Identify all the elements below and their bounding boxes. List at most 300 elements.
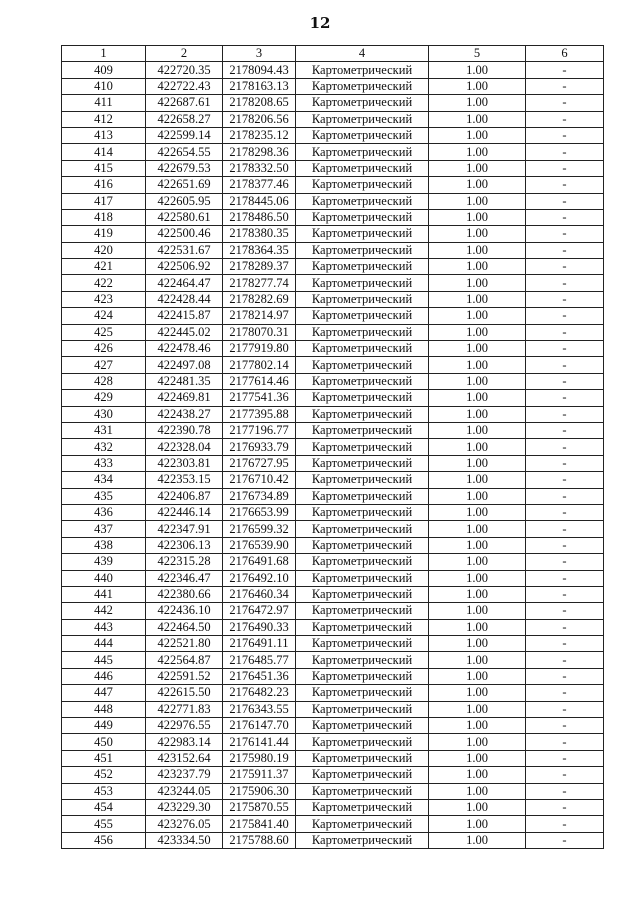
description-cell: - [526, 701, 604, 717]
description-cell: - [526, 308, 604, 324]
x-coordinate-cell: 422406.87 [146, 488, 223, 504]
description-cell: - [526, 226, 604, 242]
method-cell: Картометрический [296, 373, 429, 389]
description-cell: - [526, 242, 604, 258]
table-row [62, 750, 604, 766]
description-cell: - [526, 406, 604, 422]
y-coordinate-cell: 2178298.36 [223, 144, 296, 160]
table-row [62, 619, 604, 635]
method-cell: Картометрический [296, 685, 429, 701]
accuracy-cell: 1.00 [429, 767, 526, 783]
y-coordinate-cell: 2175841.40 [223, 816, 296, 832]
point-number-cell: 456 [62, 832, 146, 848]
y-coordinate-cell: 2176539.90 [223, 537, 296, 553]
table-row [62, 783, 604, 799]
method-cell: Картометрический [296, 554, 429, 570]
point-number-cell: 441 [62, 586, 146, 602]
x-coordinate-cell: 422306.13 [146, 537, 223, 553]
method-cell: Картометрический [296, 259, 429, 275]
method-cell: Картометрический [296, 488, 429, 504]
table-row [62, 832, 604, 848]
table-row [62, 291, 604, 307]
method-cell: Картометрический [296, 275, 429, 291]
method-cell: Картометрический [296, 209, 429, 225]
column-header: 1 [62, 46, 146, 62]
method-cell: Картометрический [296, 357, 429, 373]
y-coordinate-cell: 2176485.77 [223, 652, 296, 668]
point-number-cell: 413 [62, 127, 146, 143]
x-coordinate-cell: 422390.78 [146, 422, 223, 438]
point-number-cell: 443 [62, 619, 146, 635]
y-coordinate-cell: 2176653.99 [223, 504, 296, 520]
point-number-cell: 448 [62, 701, 146, 717]
method-cell: Картометрический [296, 750, 429, 766]
x-coordinate-cell: 422446.14 [146, 504, 223, 520]
x-coordinate-cell: 422436.10 [146, 603, 223, 619]
x-coordinate-cell: 422469.81 [146, 390, 223, 406]
description-cell: - [526, 439, 604, 455]
table-row [62, 78, 604, 94]
method-cell: Картометрический [296, 816, 429, 832]
x-coordinate-cell: 422591.52 [146, 668, 223, 684]
description-cell: - [526, 734, 604, 750]
description-cell: - [526, 537, 604, 553]
description-cell: - [526, 209, 604, 225]
point-number-cell: 418 [62, 209, 146, 225]
description-cell: - [526, 570, 604, 586]
y-coordinate-cell: 2175870.55 [223, 799, 296, 815]
point-number-cell: 450 [62, 734, 146, 750]
method-cell: Картометрический [296, 78, 429, 94]
accuracy-cell: 1.00 [429, 390, 526, 406]
point-number-cell: 423 [62, 291, 146, 307]
accuracy-cell: 1.00 [429, 554, 526, 570]
table-row [62, 554, 604, 570]
x-coordinate-cell: 422506.92 [146, 259, 223, 275]
method-cell: Картометрический [296, 177, 429, 193]
method-cell: Картометрический [296, 144, 429, 160]
table-row [62, 439, 604, 455]
description-cell: - [526, 521, 604, 537]
method-cell: Картометрический [296, 472, 429, 488]
table-row [62, 799, 604, 815]
x-coordinate-cell: 422651.69 [146, 177, 223, 193]
description-cell: - [526, 160, 604, 176]
y-coordinate-cell: 2177919.80 [223, 341, 296, 357]
point-number-cell: 449 [62, 718, 146, 734]
table-row [62, 734, 604, 750]
table-row [62, 177, 604, 193]
header-row [62, 46, 604, 62]
point-number-cell: 414 [62, 144, 146, 160]
table-row [62, 586, 604, 602]
x-coordinate-cell: 422531.67 [146, 242, 223, 258]
accuracy-cell: 1.00 [429, 586, 526, 602]
x-coordinate-cell: 422380.66 [146, 586, 223, 602]
x-coordinate-cell: 422599.14 [146, 127, 223, 143]
y-coordinate-cell: 2176451.36 [223, 668, 296, 684]
y-coordinate-cell: 2178163.13 [223, 78, 296, 94]
y-coordinate-cell: 2176490.33 [223, 619, 296, 635]
x-coordinate-cell: 422315.28 [146, 554, 223, 570]
table-row [62, 422, 604, 438]
description-cell: - [526, 259, 604, 275]
y-coordinate-cell: 2177395.88 [223, 406, 296, 422]
y-coordinate-cell: 2176492.10 [223, 570, 296, 586]
accuracy-cell: 1.00 [429, 570, 526, 586]
accuracy-cell: 1.00 [429, 652, 526, 668]
description-cell: - [526, 275, 604, 291]
x-coordinate-cell: 422564.87 [146, 652, 223, 668]
description-cell: - [526, 341, 604, 357]
description-cell: - [526, 783, 604, 799]
table-row [62, 406, 604, 422]
method-cell: Картометрический [296, 586, 429, 602]
y-coordinate-cell: 2178277.74 [223, 275, 296, 291]
y-coordinate-cell: 2177541.36 [223, 390, 296, 406]
method-cell: Картометрический [296, 324, 429, 340]
y-coordinate-cell: 2176141.44 [223, 734, 296, 750]
x-coordinate-cell: 422438.27 [146, 406, 223, 422]
accuracy-cell: 1.00 [429, 226, 526, 242]
accuracy-cell: 1.00 [429, 537, 526, 553]
table-row [62, 488, 604, 504]
accuracy-cell: 1.00 [429, 734, 526, 750]
y-coordinate-cell: 2178094.43 [223, 62, 296, 78]
table-row [62, 111, 604, 127]
description-cell: - [526, 455, 604, 471]
accuracy-cell: 1.00 [429, 242, 526, 258]
x-coordinate-cell: 422521.80 [146, 636, 223, 652]
table-row [62, 504, 604, 520]
y-coordinate-cell: 2175788.60 [223, 832, 296, 848]
accuracy-cell: 1.00 [429, 177, 526, 193]
table-row [62, 209, 604, 225]
description-cell: - [526, 685, 604, 701]
table-body [62, 62, 604, 849]
accuracy-cell: 1.00 [429, 685, 526, 701]
y-coordinate-cell: 2176460.34 [223, 586, 296, 602]
accuracy-cell: 1.00 [429, 144, 526, 160]
method-cell: Картометрический [296, 521, 429, 537]
y-coordinate-cell: 2178486.50 [223, 209, 296, 225]
description-cell: - [526, 422, 604, 438]
y-coordinate-cell: 2178282.69 [223, 291, 296, 307]
point-number-cell: 424 [62, 308, 146, 324]
x-coordinate-cell: 422654.55 [146, 144, 223, 160]
point-number-cell: 451 [62, 750, 146, 766]
table-row [62, 242, 604, 258]
method-cell: Картометрический [296, 226, 429, 242]
point-number-cell: 453 [62, 783, 146, 799]
accuracy-cell: 1.00 [429, 291, 526, 307]
x-coordinate-cell: 422976.55 [146, 718, 223, 734]
x-coordinate-cell: 422464.47 [146, 275, 223, 291]
description-cell: - [526, 127, 604, 143]
column-header: 5 [429, 46, 526, 62]
y-coordinate-cell: 2177614.46 [223, 373, 296, 389]
description-cell: - [526, 554, 604, 570]
y-coordinate-cell: 2176727.95 [223, 455, 296, 471]
table-row [62, 275, 604, 291]
table-row [62, 603, 604, 619]
coordinates-table [61, 45, 604, 849]
accuracy-cell: 1.00 [429, 504, 526, 520]
x-coordinate-cell: 423237.79 [146, 767, 223, 783]
accuracy-cell: 1.00 [429, 357, 526, 373]
point-number-cell: 437 [62, 521, 146, 537]
method-cell: Картометрический [296, 652, 429, 668]
x-coordinate-cell: 423334.50 [146, 832, 223, 848]
description-cell: - [526, 472, 604, 488]
point-number-cell: 421 [62, 259, 146, 275]
description-cell: - [526, 144, 604, 160]
accuracy-cell: 1.00 [429, 750, 526, 766]
y-coordinate-cell: 2178445.06 [223, 193, 296, 209]
accuracy-cell: 1.00 [429, 521, 526, 537]
method-cell: Картометрический [296, 160, 429, 176]
accuracy-cell: 1.00 [429, 472, 526, 488]
table-row [62, 472, 604, 488]
y-coordinate-cell: 2176710.42 [223, 472, 296, 488]
accuracy-cell: 1.00 [429, 341, 526, 357]
accuracy-cell: 1.00 [429, 488, 526, 504]
y-coordinate-cell: 2177196.77 [223, 422, 296, 438]
method-cell: Картометрический [296, 832, 429, 848]
accuracy-cell: 1.00 [429, 718, 526, 734]
point-number-cell: 434 [62, 472, 146, 488]
table-row [62, 636, 604, 652]
method-cell: Картометрический [296, 95, 429, 111]
method-cell: Картометрический [296, 439, 429, 455]
description-cell: - [526, 488, 604, 504]
point-number-cell: 409 [62, 62, 146, 78]
table-row [62, 455, 604, 471]
table-row [62, 521, 604, 537]
accuracy-cell: 1.00 [429, 619, 526, 635]
accuracy-cell: 1.00 [429, 799, 526, 815]
x-coordinate-cell: 422983.14 [146, 734, 223, 750]
y-coordinate-cell: 2178364.35 [223, 242, 296, 258]
method-cell: Картометрический [296, 242, 429, 258]
method-cell: Картометрический [296, 111, 429, 127]
x-coordinate-cell: 422615.50 [146, 685, 223, 701]
point-number-cell: 436 [62, 504, 146, 520]
description-cell: - [526, 177, 604, 193]
column-header: 6 [526, 46, 604, 62]
x-coordinate-cell: 423229.30 [146, 799, 223, 815]
table-row [62, 537, 604, 553]
y-coordinate-cell: 2176472.97 [223, 603, 296, 619]
accuracy-cell: 1.00 [429, 127, 526, 143]
y-coordinate-cell: 2178289.37 [223, 259, 296, 275]
point-number-cell: 444 [62, 636, 146, 652]
method-cell: Картометрический [296, 570, 429, 586]
table-row [62, 701, 604, 717]
x-coordinate-cell: 422428.44 [146, 291, 223, 307]
method-cell: Картометрический [296, 127, 429, 143]
table-row [62, 95, 604, 111]
point-number-cell: 442 [62, 603, 146, 619]
x-coordinate-cell: 422353.15 [146, 472, 223, 488]
x-coordinate-cell: 422328.04 [146, 439, 223, 455]
column-header: 2 [146, 46, 223, 62]
x-coordinate-cell: 423152.64 [146, 750, 223, 766]
description-cell: - [526, 750, 604, 766]
method-cell: Картометрический [296, 390, 429, 406]
description-cell: - [526, 78, 604, 94]
x-coordinate-cell: 422722.43 [146, 78, 223, 94]
accuracy-cell: 1.00 [429, 95, 526, 111]
x-coordinate-cell: 423276.05 [146, 816, 223, 832]
description-cell: - [526, 668, 604, 684]
y-coordinate-cell: 2178377.46 [223, 177, 296, 193]
method-cell: Картометрический [296, 62, 429, 78]
x-coordinate-cell: 422415.87 [146, 308, 223, 324]
accuracy-cell: 1.00 [429, 111, 526, 127]
table-row [62, 308, 604, 324]
point-number-cell: 416 [62, 177, 146, 193]
x-coordinate-cell: 422679.53 [146, 160, 223, 176]
y-coordinate-cell: 2178070.31 [223, 324, 296, 340]
table-row [62, 357, 604, 373]
method-cell: Картометрический [296, 603, 429, 619]
column-header: 3 [223, 46, 296, 62]
point-number-cell: 438 [62, 537, 146, 553]
method-cell: Картометрический [296, 799, 429, 815]
point-number-cell: 427 [62, 357, 146, 373]
point-number-cell: 445 [62, 652, 146, 668]
point-number-cell: 432 [62, 439, 146, 455]
point-number-cell: 419 [62, 226, 146, 242]
point-number-cell: 431 [62, 422, 146, 438]
point-number-cell: 447 [62, 685, 146, 701]
point-number-cell: 417 [62, 193, 146, 209]
description-cell: - [526, 62, 604, 78]
y-coordinate-cell: 2177802.14 [223, 357, 296, 373]
point-number-cell: 422 [62, 275, 146, 291]
method-cell: Картометрический [296, 718, 429, 734]
x-coordinate-cell: 422605.95 [146, 193, 223, 209]
description-cell: - [526, 832, 604, 848]
y-coordinate-cell: 2175906.30 [223, 783, 296, 799]
table-row [62, 816, 604, 832]
table-row [62, 373, 604, 389]
table-row [62, 193, 604, 209]
table-row [62, 652, 604, 668]
method-cell: Картометрический [296, 783, 429, 799]
x-coordinate-cell: 422720.35 [146, 62, 223, 78]
table-row [62, 62, 604, 78]
x-coordinate-cell: 422346.47 [146, 570, 223, 586]
table-row [62, 718, 604, 734]
table-row [62, 324, 604, 340]
table-row [62, 341, 604, 357]
accuracy-cell: 1.00 [429, 373, 526, 389]
column-header: 4 [296, 46, 429, 62]
table-row [62, 144, 604, 160]
x-coordinate-cell: 422347.91 [146, 521, 223, 537]
point-number-cell: 433 [62, 455, 146, 471]
x-coordinate-cell: 422497.08 [146, 357, 223, 373]
point-number-cell: 435 [62, 488, 146, 504]
method-cell: Картометрический [296, 668, 429, 684]
accuracy-cell: 1.00 [429, 209, 526, 225]
point-number-cell: 426 [62, 341, 146, 357]
point-number-cell: 420 [62, 242, 146, 258]
method-cell: Картометрический [296, 308, 429, 324]
method-cell: Картометрический [296, 537, 429, 553]
method-cell: Картометрический [296, 619, 429, 635]
point-number-cell: 429 [62, 390, 146, 406]
table-row [62, 259, 604, 275]
accuracy-cell: 1.00 [429, 783, 526, 799]
description-cell: - [526, 767, 604, 783]
y-coordinate-cell: 2176933.79 [223, 439, 296, 455]
description-cell: - [526, 603, 604, 619]
point-number-cell: 412 [62, 111, 146, 127]
point-number-cell: 415 [62, 160, 146, 176]
point-number-cell: 425 [62, 324, 146, 340]
table-row [62, 668, 604, 684]
description-cell: - [526, 357, 604, 373]
description-cell: - [526, 324, 604, 340]
accuracy-cell: 1.00 [429, 78, 526, 94]
description-cell: - [526, 373, 604, 389]
method-cell: Картометрический [296, 341, 429, 357]
description-cell: - [526, 636, 604, 652]
y-coordinate-cell: 2178235.12 [223, 127, 296, 143]
method-cell: Картометрический [296, 455, 429, 471]
description-cell: - [526, 619, 604, 635]
x-coordinate-cell: 422580.61 [146, 209, 223, 225]
table-row [62, 127, 604, 143]
point-number-cell: 428 [62, 373, 146, 389]
x-coordinate-cell: 422771.83 [146, 701, 223, 717]
x-coordinate-cell: 423244.05 [146, 783, 223, 799]
accuracy-cell: 1.00 [429, 193, 526, 209]
x-coordinate-cell: 422445.02 [146, 324, 223, 340]
y-coordinate-cell: 2178380.35 [223, 226, 296, 242]
table-header [62, 46, 604, 62]
point-number-cell: 446 [62, 668, 146, 684]
x-coordinate-cell: 422500.46 [146, 226, 223, 242]
x-coordinate-cell: 422687.61 [146, 95, 223, 111]
description-cell: - [526, 504, 604, 520]
y-coordinate-cell: 2176147.70 [223, 718, 296, 734]
x-coordinate-cell: 422481.35 [146, 373, 223, 389]
accuracy-cell: 1.00 [429, 324, 526, 340]
y-coordinate-cell: 2176599.32 [223, 521, 296, 537]
accuracy-cell: 1.00 [429, 668, 526, 684]
description-cell: - [526, 816, 604, 832]
description-cell: - [526, 718, 604, 734]
method-cell: Картометрический [296, 406, 429, 422]
accuracy-cell: 1.00 [429, 832, 526, 848]
y-coordinate-cell: 2176491.68 [223, 554, 296, 570]
method-cell: Картометрический [296, 701, 429, 717]
method-cell: Картометрический [296, 291, 429, 307]
accuracy-cell: 1.00 [429, 636, 526, 652]
table-row [62, 767, 604, 783]
y-coordinate-cell: 2175980.19 [223, 750, 296, 766]
point-number-cell: 411 [62, 95, 146, 111]
y-coordinate-cell: 2178206.56 [223, 111, 296, 127]
table-row [62, 390, 604, 406]
method-cell: Картометрический [296, 734, 429, 750]
method-cell: Картометрический [296, 636, 429, 652]
description-cell: - [526, 95, 604, 111]
